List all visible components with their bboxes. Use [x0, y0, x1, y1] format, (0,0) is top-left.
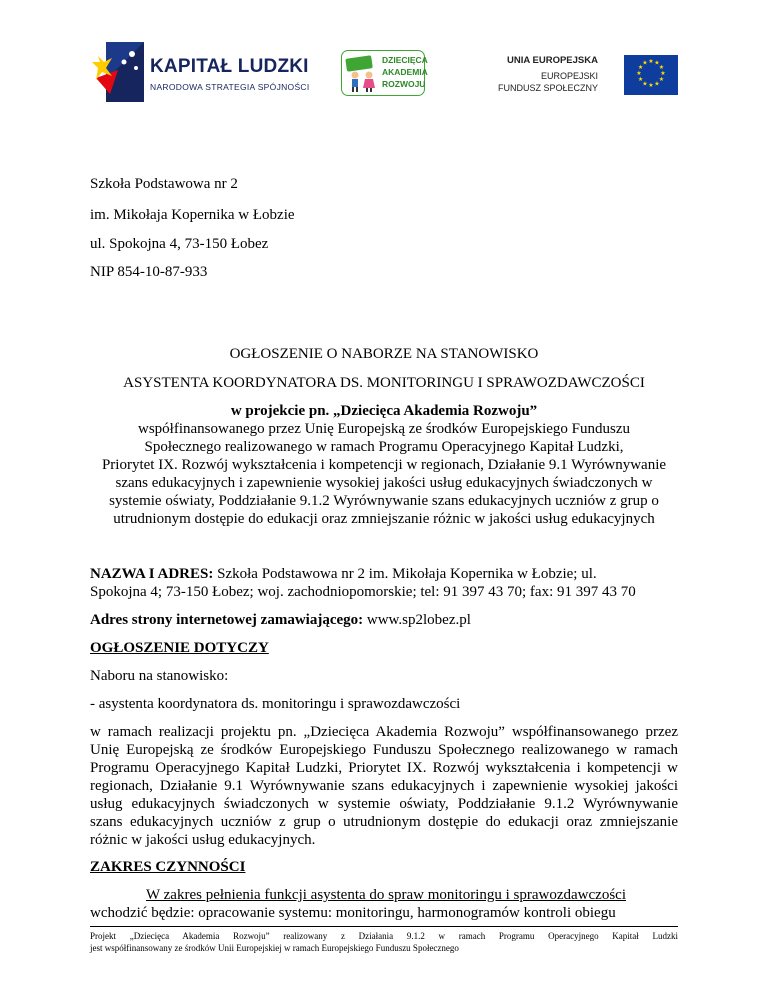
svg-text:★: ★	[654, 59, 660, 67]
footer-divider	[90, 926, 678, 927]
address-line-1: Szkoła Podstawowa nr 2	[90, 176, 238, 192]
project-line-3: Priorytet IX. Rozwój wykształcenia i kompetencji w regionach, Działanie 9.1 Wyrównywanie	[101, 457, 667, 473]
dar-line-3: ROZWOJU	[382, 79, 426, 89]
website-label: Adres strony internetowej zamawiającego:	[90, 612, 364, 628]
website-line	[90, 611, 471, 629]
kapital-ludzki-title: KAPITAŁ LUDZKI	[150, 56, 309, 77]
dziecieca-akademia-text	[382, 54, 428, 90]
svg-text:★: ★	[660, 70, 666, 77]
eu-line-3: FUNDUSZ SPOŁECZNY	[497, 83, 598, 93]
dziecieca-akademia-logo	[341, 50, 428, 96]
address-line-3: ul. Spokojna 4, 73-150 Łobez	[90, 236, 269, 252]
project-title	[90, 402, 678, 420]
dar-line-2: AKADEMIA	[382, 67, 428, 77]
svg-text:★: ★	[636, 70, 642, 77]
project-line-5: systemie oświaty, Poddziałanie 9.1.2 Wyrównywanie szans edukacyjnych uczniów z grup o	[109, 493, 659, 509]
heading-line-2: ASYSTENTA KOORDYNATORA DS. MONITORINGU I SPRAWOZDAWCZOŚCI	[123, 375, 645, 391]
dar-line-1: DZIECIĘCA	[382, 55, 428, 65]
paragraph-line-5: usług edukacyjnych świadczonych w systemie oświaty, Poddziałanie 9.1.2 Wyrównywanie	[90, 796, 678, 812]
header-logos	[0, 0, 768, 120]
section-heading-ogloszenie	[90, 639, 269, 657]
section-heading-zakres	[90, 858, 245, 876]
project-line-2: Społecznego realizowanego w ramach Programu Operacyjnego Kapitał Ludzki,	[144, 439, 624, 455]
heading-line-1: OGŁOSZENIE O NABORZE NA STANOWISKO	[229, 346, 539, 362]
svg-text:★: ★	[637, 76, 644, 83]
footer	[90, 930, 678, 954]
svg-text:★: ★	[637, 64, 644, 71]
address-line-2: im. Mikołaja Kopernika w Łobzie	[90, 207, 295, 223]
nip-line: NIP 854-10-87-933	[90, 264, 208, 280]
svg-text:★: ★	[658, 64, 665, 71]
paragraph-line-7: różnic w jakości usług edukacyjnych.	[90, 832, 316, 848]
scope-line-1	[146, 886, 626, 904]
name-address-label: NAZWA I ADRES:	[90, 566, 214, 582]
paragraph-line-2: Unię Europejską ze środków Europejskiego Funduszu Społecznego realizowanego w ramach	[90, 742, 678, 758]
eu-line-1: UNIA EUROPEJSKA	[507, 55, 598, 66]
svg-text:★: ★	[642, 80, 648, 88]
project-line-6: utrudnionym dostępie do edukacji oraz zmniejszanie różnic w jakości usług edukacyjnych	[113, 511, 655, 527]
eu-flag-icon	[624, 55, 678, 95]
name-address-line-2: Spokojna 4; 73-150 Łobez; woj. zachodniopomorskie; tel: 91 397 43 70; fax: 91 397 43 70	[90, 584, 636, 600]
recruitment-line: Naboru na stanowisko:	[90, 668, 229, 684]
paragraph-line-6: szans edukacyjnych uczniów z grup o utrudnionym dostępie do edukacji oraz zmniejszanie	[90, 814, 678, 830]
footer-line-1: Projekt „Dziecięca Akademia Rozwoju” realizowany z Działania 9.1.2 w ramach Programu Operacyjnego Kapitał Ludzki	[90, 931, 678, 941]
scope-line-2: wchodzić będzie: opracowanie systemu: monitoringu, harmonogramów kontroli obiegu	[90, 905, 616, 921]
position-line: - asystenta koordynatora ds. monitoringu i sprawozdawczości	[90, 696, 461, 712]
svg-text:★: ★	[648, 82, 654, 89]
kapital-ludzki-emblem-icon	[92, 40, 150, 106]
paragraph-line-4: regionach, Działanie 9.1 Wyrównywanie szans edukacyjnych i zapewnienie wysokiej jakości	[90, 778, 678, 794]
footer-line-2: jest współfinansowany ze środków Unii Europejskiej w ramach Europejskiego Funduszu Społecznego	[90, 943, 459, 953]
paragraph-line-3: Programu Operacyjnego Kapitał Ludzki, Priorytet IX. Rozwój wykształcenia i kompetencji w	[90, 760, 678, 776]
scope-line-1-text: W zakres pełnienia funkcji asystenta do spraw monitoringu i sprawozdawczości	[146, 887, 626, 903]
paragraph-line-1: w ramach realizacji projektu pn. „Dziecięca Akademia Rozwoju” współfinansowanego przez	[90, 724, 678, 740]
svg-text:★: ★	[658, 76, 665, 83]
section-heading-ogloszenie-text: OGŁOSZENIE DOTYCZY	[90, 640, 269, 656]
project-description-paragraph	[90, 723, 678, 849]
section-heading-zakres-text: ZAKRES CZYNNOŚCI	[90, 859, 246, 875]
svg-text:★: ★	[642, 59, 648, 67]
svg-text:★: ★	[654, 80, 660, 88]
svg-text:★: ★	[648, 58, 654, 65]
eu-line-2: EUROPEJSKI	[540, 71, 598, 81]
kapital-ludzki-logo	[92, 40, 310, 106]
project-line-1: współfinansowanego przez Unię Europejską ze środków Europejskiego Funduszu	[138, 421, 630, 437]
name-address-line-1	[90, 565, 597, 583]
name-address-value: Szkoła Podstawowa nr 2 im. Mikołaja Kopernika w Łobzie; ul.	[213, 566, 597, 582]
project-line-4: szans edukacyjnych i zapewnienie wysokiej jakości usług edukacyjnych świadczonych w	[115, 475, 653, 491]
website-url[interactable]: www.sp2lobez.pl	[363, 612, 471, 628]
project-title-text: w projekcie pn. „Dziecięca Akademia Rozwoju”	[230, 403, 538, 419]
eu-logo	[498, 55, 678, 103]
kapital-ludzki-subtitle: NARODOWA STRATEGIA SPÓJNOŚCI	[150, 82, 310, 92]
children-figures-icon	[345, 55, 379, 93]
